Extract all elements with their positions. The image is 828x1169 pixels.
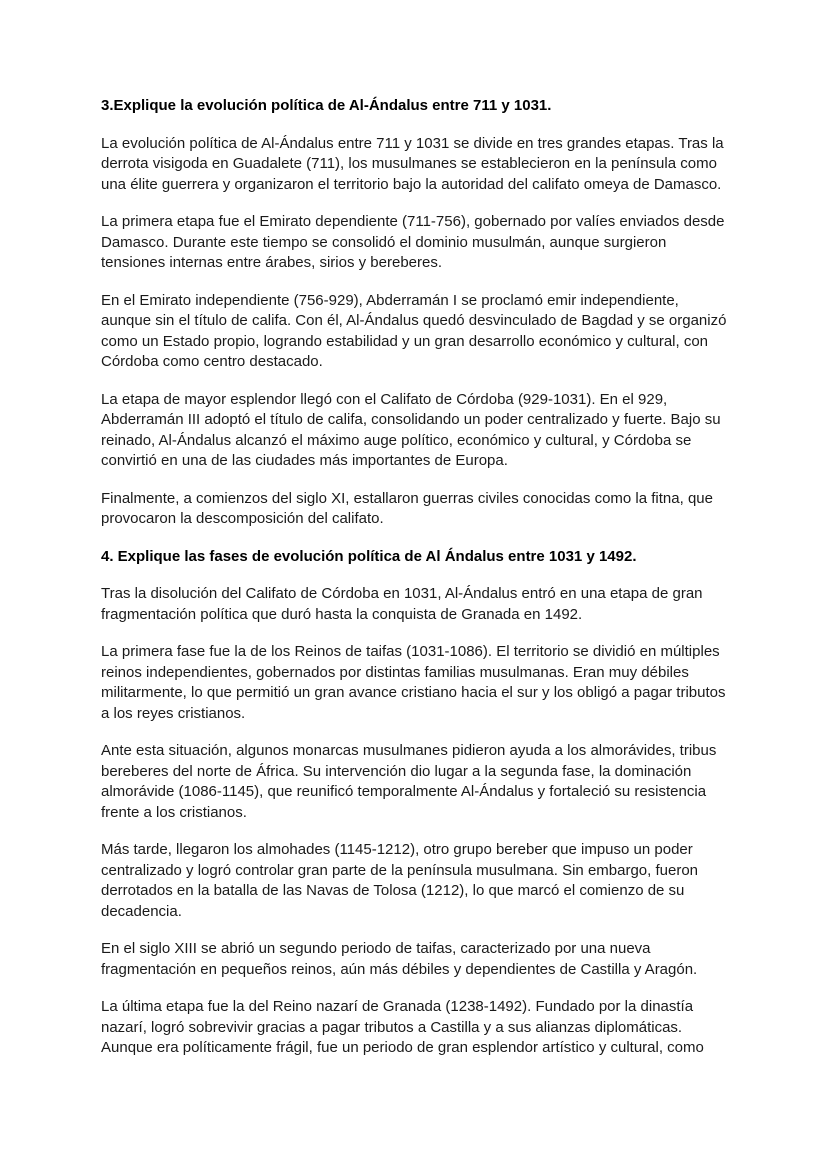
section-3-title: 3.Explique la evolución política de Al-Ándalus entre 711 y 1031. <box>101 97 552 114</box>
document-content <box>101 96 731 1076</box>
section-4-paragraph-6: La última etapa fue la del Reino nazarí de Granada (1238-1492). Fundado por la dinastía nazarí, logró sobrevivir gracias a pagar tributos a Castilla y a sus alianzas diplomáticas. Aunque era políticamente frágil, fue un periodo de gran esplendor artístico y cultural, como <box>101 998 704 1056</box>
section-4-paragraph-3: Ante esta situación, algunos monarcas musulmanes pidieron ayuda a los almorávides, tribus bereberes del norte de África. Su intervención dio lugar a la segunda fase, la dominación almorávide (1086-1145), que reunificó temporalmente Al-Ándalus y fortaleció su resistencia frente a los cristianos. <box>101 742 717 821</box>
section-4-paragraph-4: Más tarde, llegaron los almohades (1145-1212), otro grupo bereber que impuso un poder centralizado y logró controlar gran parte de la península musulmana. Sin embargo, fueron derrotados en la batalla de las Navas de Tolosa (1212), lo que marcó el comienzo de su decadencia. <box>101 841 699 920</box>
section-4-paragraph-1: Tras la disolución del Califato de Córdoba en 1031, Al-Ándalus entró en una etapa de gran fragmentación política que duró hasta la conquista de Granada en 1492. <box>101 585 703 623</box>
section-4-title: 4. Explique las fases de evolución política de Al Ándalus entre 1031 y 1492. <box>101 547 637 565</box>
section-3-paragraph-2: La primera etapa fue el Emirato dependiente (711-756), gobernado por valíes enviados desde Damasco. Durante este tiempo se consolidó el dominio musulmán, aunque surgieron tensiones internas entre árabes, sirios y bereberes. <box>101 213 725 271</box>
section-4-paragraph-2: La primera fase fue la de los Reinos de taifas (1031-1086). El territorio se dividió en múltiples reinos independientes, gobernados por distintas familias musulmanas. Eran muy débiles militarmente, lo que permitió un gran avance cristiano hacia el sur y los obligó a pagar tributos a los reyes cristianos. <box>101 643 726 722</box>
section-3-paragraph-5: Finalmente, a comienzos del siglo XI, estallaron guerras civiles conocidas como la fitna, que provocaron la descomposición del califato. <box>101 489 713 527</box>
section-4-paragraph-5: En el siglo XIII se abrió un segundo periodo de taifas, caracterizado por una nueva fragmentación en pequeños reinos, aún más débiles y dependientes de Castilla y Aragón. <box>101 940 698 978</box>
section-3-paragraph-3: En el Emirato independiente (756-929), Abderramán I se proclamó emir independiente, aunque sin el título de califa. Con él, Al-Ándalus quedó desvinculado de Bagdad y se organizó como un Estado propio, logrando estabilidad y un gran desarrollo económico y cultural, con Córdoba como centro destacado. <box>101 291 727 370</box>
section-3-paragraph-4: La etapa de mayor esplendor llegó con el Califato de Córdoba (929-1031). En el 929, Abderramán III adoptó el título de califa, consolidando un poder centralizado y fuerte. Bajo su reinado, Al-Ándalus alcanzó el máximo auge político, económico y cultural, y Córdoba se convirtió en una de las ciudades más importantes de Europa. <box>101 390 721 469</box>
section-3-paragraph-1: La evolución política de Al-Ándalus entre 711 y 1031 se divide en tres grandes etapas. Tras la derrota visigoda en Guadalete (711), los musulmanes se establecieron en la península como una élite guerrera y organizaron el territorio bajo la autoridad del califato omeya de Damasco. <box>101 134 724 193</box>
